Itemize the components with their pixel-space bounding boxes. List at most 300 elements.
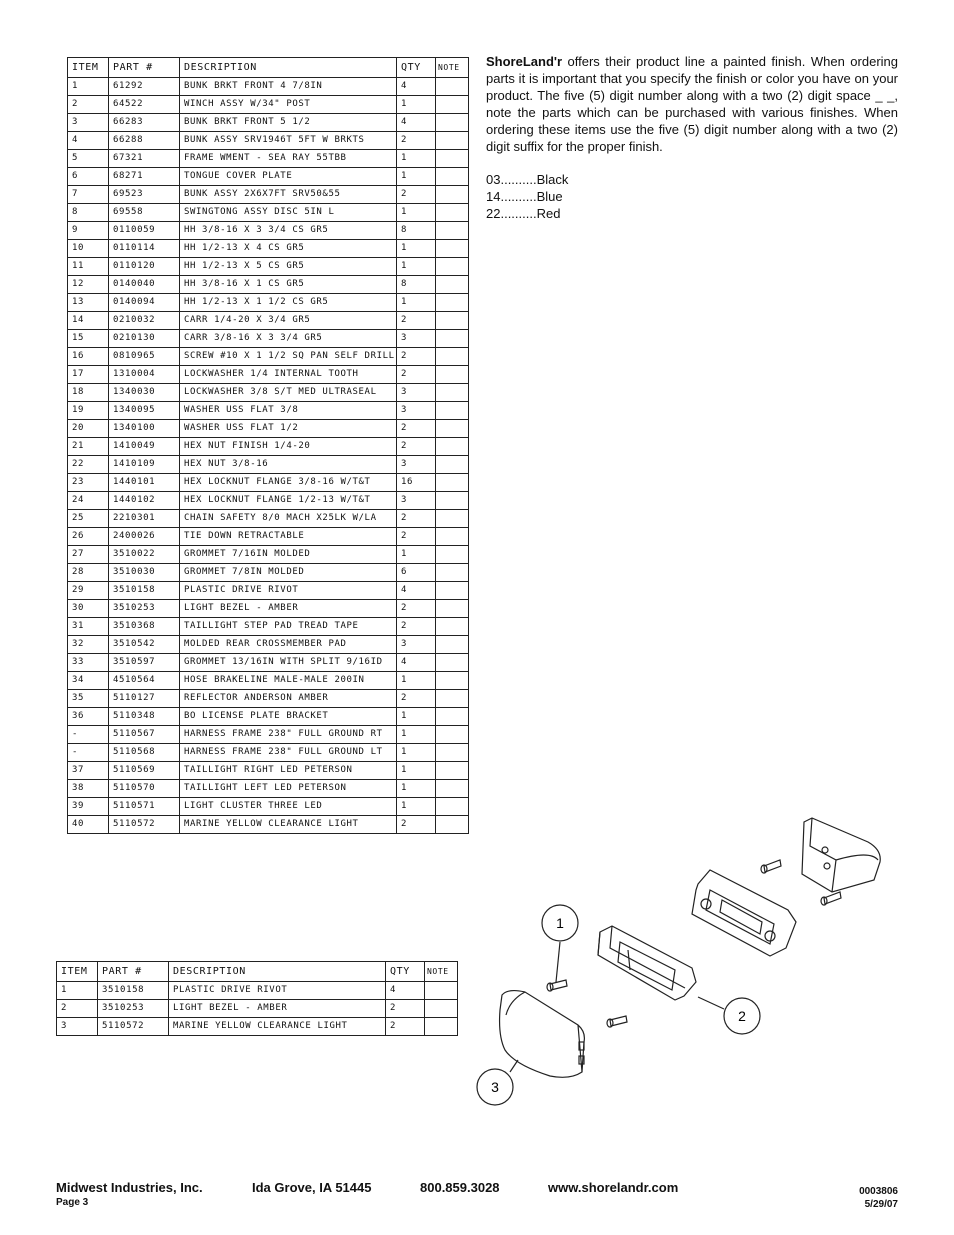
table-row	[57, 982, 458, 1000]
cell-description: GROMMET 7/16IN MOLDED	[180, 546, 397, 564]
table-row	[68, 564, 469, 582]
cell-part: 3510158	[109, 582, 180, 600]
cell-part: 61292	[109, 78, 180, 96]
cell-item: 21	[68, 438, 109, 456]
cell-item: 26	[68, 528, 109, 546]
cell-note	[436, 582, 469, 600]
cell-item: 28	[68, 564, 109, 582]
cell-part: 67321	[109, 150, 180, 168]
cell-item: 20	[68, 420, 109, 438]
cell-note	[436, 222, 469, 240]
svg-text:3: 3	[491, 1079, 499, 1095]
cell-item: 38	[68, 780, 109, 798]
cell-qty: 4	[397, 582, 436, 600]
table-row	[68, 240, 469, 258]
cell-note	[436, 744, 469, 762]
cell-qty: 4	[397, 78, 436, 96]
table-row	[68, 186, 469, 204]
cell-item: 16	[68, 348, 109, 366]
cell-item: 32	[68, 636, 109, 654]
cell-description: PLASTIC DRIVE RIVOT	[180, 582, 397, 600]
table-row	[68, 600, 469, 618]
cell-description: HOSE BRAKELINE MALE-MALE 200IN	[180, 672, 397, 690]
svg-text:1: 1	[556, 915, 564, 931]
header-qty: QTY	[397, 58, 436, 78]
cell-item: 27	[68, 546, 109, 564]
cell-description: BUNK ASSY 2X6X7FT SRV50&55	[180, 186, 397, 204]
cell-qty: 1	[397, 240, 436, 258]
cell-note	[436, 186, 469, 204]
cell-part: 3510542	[109, 636, 180, 654]
cell-description: BUNK BRKT FRONT 5 1/2	[180, 114, 397, 132]
table-row	[68, 132, 469, 150]
table-row	[68, 636, 469, 654]
cell-note	[436, 330, 469, 348]
cell-qty: 2	[397, 510, 436, 528]
table-row	[68, 474, 469, 492]
table-row	[68, 294, 469, 312]
cell-qty: 2	[397, 600, 436, 618]
cell-description: GROMMET 13/16IN WITH SPLIT 9/16ID	[180, 654, 397, 672]
rear-light-drawing	[802, 818, 880, 892]
cell-description: HARNESS FRAME 238" FULL GROUND LT	[180, 744, 397, 762]
cell-description: MOLDED REAR CROSSMEMBER PAD	[180, 636, 397, 654]
header-item: ITEM	[57, 962, 98, 982]
table-row	[68, 312, 469, 330]
table-row	[57, 1018, 458, 1036]
cell-part: 5110572	[109, 816, 180, 834]
cell-item: 37	[68, 762, 109, 780]
cell-qty: 4	[386, 982, 425, 1000]
cell-item: 2	[57, 1000, 98, 1018]
cell-description: REFLECTOR ANDERSON AMBER	[180, 690, 397, 708]
table-row	[68, 672, 469, 690]
table-row	[68, 798, 469, 816]
footer-company: Midwest Industries, Inc.	[56, 1180, 203, 1195]
cell-part: 1340095	[109, 402, 180, 420]
detail-parts-table	[56, 961, 458, 1036]
cell-item: 11	[68, 258, 109, 276]
table-row	[68, 510, 469, 528]
cell-part: 0110059	[109, 222, 180, 240]
footer-city: Ida Grove, IA 51445	[252, 1180, 372, 1195]
cell-part: 1410109	[109, 456, 180, 474]
cell-part: 68271	[109, 168, 180, 186]
table-row	[68, 528, 469, 546]
cell-qty: 2	[386, 1018, 425, 1036]
header-note: NOTE	[436, 58, 469, 78]
cell-item: 35	[68, 690, 109, 708]
table-row	[68, 582, 469, 600]
cell-part: 5110568	[109, 744, 180, 762]
table-row	[68, 456, 469, 474]
cell-description: CARR 3/8-16 X 3 3/4 GR5	[180, 330, 397, 348]
cell-part: 5110571	[109, 798, 180, 816]
cell-item: 12	[68, 276, 109, 294]
cell-item: 14	[68, 312, 109, 330]
cell-note	[436, 474, 469, 492]
cell-qty: 2	[397, 528, 436, 546]
cell-qty: 1	[397, 294, 436, 312]
cell-part: 1410049	[109, 438, 180, 456]
cell-note	[436, 636, 469, 654]
cell-description: TAILLIGHT LEFT LED PETERSON	[180, 780, 397, 798]
cell-qty: 1	[397, 708, 436, 726]
cell-description: WASHER USS FLAT 1/2	[180, 420, 397, 438]
cell-note	[436, 564, 469, 582]
cell-note	[436, 600, 469, 618]
cell-description: HEX LOCKNUT FLANGE 1/2-13 W/T&T	[180, 492, 397, 510]
table-row	[68, 96, 469, 114]
cell-note	[436, 672, 469, 690]
cell-qty: 3	[397, 330, 436, 348]
cell-item: 23	[68, 474, 109, 492]
cell-description: BO LICENSE PLATE BRACKET	[180, 708, 397, 726]
cell-part: 3510597	[109, 654, 180, 672]
cell-item: 18	[68, 384, 109, 402]
cell-description: HH 1/2-13 X 1 1/2 CS GR5	[180, 294, 397, 312]
cell-description: LIGHT BEZEL - AMBER	[180, 600, 397, 618]
header-description: DESCRIPTION	[180, 58, 397, 78]
cell-part: 5110127	[109, 690, 180, 708]
cell-note	[436, 384, 469, 402]
cell-qty: 2	[397, 690, 436, 708]
cell-description: HH 1/2-13 X 4 CS GR5	[180, 240, 397, 258]
cell-note	[436, 456, 469, 474]
cell-description: BUNK ASSY SRV1946T 5FT W BRKTS	[180, 132, 397, 150]
cell-note	[436, 708, 469, 726]
table-row	[68, 780, 469, 798]
cell-description: GROMMET 7/8IN MOLDED	[180, 564, 397, 582]
cell-note	[436, 132, 469, 150]
cell-qty: 3	[397, 402, 436, 420]
cell-part: 3510022	[109, 546, 180, 564]
cell-qty: 1	[397, 672, 436, 690]
cell-item: 1	[68, 78, 109, 96]
cell-qty: 1	[397, 168, 436, 186]
cell-note	[436, 312, 469, 330]
cell-part: 1440102	[109, 492, 180, 510]
cell-qty: 3	[397, 384, 436, 402]
cell-part: 4510564	[109, 672, 180, 690]
cell-item: 40	[68, 816, 109, 834]
cell-part: 5110348	[109, 708, 180, 726]
cell-note	[436, 492, 469, 510]
table-row	[68, 222, 469, 240]
cell-note	[436, 510, 469, 528]
cell-note	[436, 276, 469, 294]
callout-3	[477, 1069, 513, 1105]
finish-code-item: 22..........Red	[486, 206, 561, 221]
table-row	[68, 150, 469, 168]
finish-code-item: 14..........Blue	[486, 189, 563, 204]
cell-description: LIGHT CLUSTER THREE LED	[180, 798, 397, 816]
cell-description: CARR 1/4-20 X 3/4 GR5	[180, 312, 397, 330]
cell-description: MARINE YELLOW CLEARANCE LIGHT	[180, 816, 397, 834]
cell-qty: 4	[397, 114, 436, 132]
cell-item: -	[68, 726, 109, 744]
cell-part: 1340100	[109, 420, 180, 438]
cell-description: HEX LOCKNUT FLANGE 3/8-16 W/T&T	[180, 474, 397, 492]
cell-part: 2400026	[109, 528, 180, 546]
cell-note	[436, 366, 469, 384]
finish-code-list	[486, 171, 568, 222]
cell-part: 0810965	[109, 348, 180, 366]
cell-description: WASHER USS FLAT 3/8	[180, 402, 397, 420]
cell-note	[436, 204, 469, 222]
cell-part: 2210301	[109, 510, 180, 528]
header-part: PART #	[98, 962, 169, 982]
table-row	[68, 744, 469, 762]
cell-description: TAILLIGHT STEP PAD TREAD TAPE	[180, 618, 397, 636]
cell-qty: 2	[397, 186, 436, 204]
header-part: PART #	[109, 58, 180, 78]
cell-qty: 8	[397, 222, 436, 240]
cell-part: 3510253	[98, 1000, 169, 1018]
cell-part: 69558	[109, 204, 180, 222]
table-row	[68, 690, 469, 708]
cell-item: 10	[68, 240, 109, 258]
cell-description: HH 1/2-13 X 5 CS GR5	[180, 258, 397, 276]
table-row	[68, 762, 469, 780]
table-row	[68, 384, 469, 402]
table-row	[68, 366, 469, 384]
cell-part: 3510158	[98, 982, 169, 1000]
table-row	[68, 114, 469, 132]
cell-qty: 2	[397, 132, 436, 150]
cell-qty: 2	[397, 618, 436, 636]
cell-qty: 1	[397, 798, 436, 816]
cell-item: 39	[68, 798, 109, 816]
cell-note	[436, 654, 469, 672]
table-row	[68, 726, 469, 744]
header-description: DESCRIPTION	[169, 962, 386, 982]
cell-part: 0140094	[109, 294, 180, 312]
document-info	[859, 1185, 898, 1211]
table-row	[68, 618, 469, 636]
page-number: Page 3	[56, 1197, 89, 1208]
cell-description: LOCKWASHER 1/4 INTERNAL TOOTH	[180, 366, 397, 384]
cell-note	[436, 348, 469, 366]
table-row	[68, 78, 469, 96]
cell-note	[436, 528, 469, 546]
cell-qty: 1	[397, 150, 436, 168]
cell-description: HEX NUT 3/8-16	[180, 456, 397, 474]
cell-description: FRAME WMENT - SEA RAY 55TBB	[180, 150, 397, 168]
cell-part: 1310004	[109, 366, 180, 384]
cell-qty: 2	[397, 438, 436, 456]
cell-note	[436, 240, 469, 258]
cell-description: SWINGTONG ASSY DISC 5IN L	[180, 204, 397, 222]
cell-part: 0210130	[109, 330, 180, 348]
table-row	[68, 816, 469, 834]
cell-description: WINCH ASSY W/34" POST	[180, 96, 397, 114]
parts-list-table	[67, 57, 469, 834]
cell-description: LIGHT BEZEL - AMBER	[169, 1000, 386, 1018]
cell-item: -	[68, 744, 109, 762]
cell-qty: 4	[397, 654, 436, 672]
cell-note	[436, 726, 469, 744]
cell-qty: 1	[397, 744, 436, 762]
cell-note	[436, 546, 469, 564]
cell-qty: 8	[397, 276, 436, 294]
cell-qty: 1	[397, 96, 436, 114]
table-row	[68, 402, 469, 420]
header-note: NOTE	[425, 962, 458, 982]
cell-qty: 1	[397, 258, 436, 276]
cell-description: LOCKWASHER 3/8 S/T MED ULTRASEAL	[180, 384, 397, 402]
table-row	[68, 330, 469, 348]
cell-description: HARNESS FRAME 238" FULL GROUND RT	[180, 726, 397, 744]
cell-qty: 3	[397, 636, 436, 654]
cell-item: 22	[68, 456, 109, 474]
table-row	[68, 492, 469, 510]
document-number: 0003806	[859, 1186, 898, 1197]
table-row	[68, 258, 469, 276]
cell-note	[436, 96, 469, 114]
cell-note	[436, 618, 469, 636]
cell-note	[436, 150, 469, 168]
light-base-drawing	[692, 870, 796, 956]
table-header-row	[68, 58, 469, 78]
cell-note	[436, 816, 469, 834]
cell-description: HEX NUT FINISH 1/4-20	[180, 438, 397, 456]
cell-qty: 2	[397, 420, 436, 438]
cell-item: 17	[68, 366, 109, 384]
cell-qty: 3	[397, 456, 436, 474]
intro-text: offers their product line a painted finish. When ordering parts it is important that you specify the finish or color you have on your product. The five (5) digit number along with a two (2) digit space _ _, note the parts which can be purchased with various finishes. When ordering these items use the five (5) digit number along with a two (2) digit suffix for the proper finish.	[486, 54, 898, 154]
cell-qty: 3	[397, 492, 436, 510]
cell-description: TONGUE COVER PLATE	[180, 168, 397, 186]
cell-item: 6	[68, 168, 109, 186]
cell-description: MARINE YELLOW CLEARANCE LIGHT	[169, 1018, 386, 1036]
cell-item: 8	[68, 204, 109, 222]
cell-note	[425, 982, 458, 1000]
cell-item: 24	[68, 492, 109, 510]
table-row	[68, 654, 469, 672]
cell-note	[436, 402, 469, 420]
cell-item: 3	[57, 1018, 98, 1036]
cell-part: 0110114	[109, 240, 180, 258]
cell-note	[436, 690, 469, 708]
cell-note	[425, 1018, 458, 1036]
cell-note	[436, 420, 469, 438]
cell-note	[425, 1000, 458, 1018]
cell-qty: 2	[386, 1000, 425, 1018]
cell-description: CHAIN SAFETY 8/0 MACH X25LK W/LA	[180, 510, 397, 528]
cell-item: 13	[68, 294, 109, 312]
cell-item: 25	[68, 510, 109, 528]
cell-item: 34	[68, 672, 109, 690]
clearance-light-exploded-drawing	[470, 810, 900, 1110]
cell-item: 7	[68, 186, 109, 204]
cell-part: 5110567	[109, 726, 180, 744]
drive-rivot-drawing	[547, 860, 841, 1027]
cell-qty: 1	[397, 762, 436, 780]
callout-1	[542, 905, 578, 941]
cell-qty: 2	[397, 312, 436, 330]
cell-description: SCREW #10 X 1 1/2 SQ PAN SELF DRILL	[180, 348, 397, 366]
cell-item: 9	[68, 222, 109, 240]
header-qty: QTY	[386, 962, 425, 982]
cell-part: 5110572	[98, 1018, 169, 1036]
cell-note	[436, 780, 469, 798]
cell-part: 1440101	[109, 474, 180, 492]
cell-item: 33	[68, 654, 109, 672]
cell-part: 64522	[109, 96, 180, 114]
cell-note	[436, 168, 469, 186]
cell-note	[436, 798, 469, 816]
finish-intro-paragraph	[486, 53, 898, 155]
cell-qty: 2	[397, 816, 436, 834]
footer-website[interactable]: www.shorelandr.com	[548, 1180, 679, 1195]
table-row	[68, 546, 469, 564]
table-row	[68, 420, 469, 438]
cell-note	[436, 78, 469, 96]
table-row	[57, 1000, 458, 1018]
cell-description: BUNK BRKT FRONT 4 7/8IN	[180, 78, 397, 96]
cell-part: 0110120	[109, 258, 180, 276]
cell-part: 3510030	[109, 564, 180, 582]
cell-note	[436, 258, 469, 276]
cell-part: 66283	[109, 114, 180, 132]
cell-part: 69523	[109, 186, 180, 204]
cell-item: 15	[68, 330, 109, 348]
cell-part: 3510253	[109, 600, 180, 618]
cell-description: TAILLIGHT RIGHT LED PETERSON	[180, 762, 397, 780]
table-row	[68, 204, 469, 222]
table-row	[68, 708, 469, 726]
cell-qty: 2	[397, 348, 436, 366]
table-row	[68, 276, 469, 294]
table-row	[68, 168, 469, 186]
document-date: 5/29/07	[864, 1199, 898, 1210]
cell-item: 4	[68, 132, 109, 150]
cell-description: PLASTIC DRIVE RIVOT	[169, 982, 386, 1000]
cell-description: HH 3/8-16 X 3 3/4 CS GR5	[180, 222, 397, 240]
brand-name: ShoreLand'r	[486, 54, 563, 69]
cell-note	[436, 438, 469, 456]
cell-item: 29	[68, 582, 109, 600]
cell-item: 5	[68, 150, 109, 168]
cell-qty: 1	[397, 546, 436, 564]
cell-note	[436, 762, 469, 780]
light-bezel-drawing	[598, 926, 696, 1000]
cell-part: 5110570	[109, 780, 180, 798]
svg-text:2: 2	[738, 1008, 746, 1024]
cell-item: 31	[68, 618, 109, 636]
header-item: ITEM	[68, 58, 109, 78]
cell-item: 19	[68, 402, 109, 420]
cell-item: 36	[68, 708, 109, 726]
cell-part: 1340030	[109, 384, 180, 402]
cell-qty: 16	[397, 474, 436, 492]
footer-phone: 800.859.3028	[420, 1180, 500, 1195]
cell-item: 2	[68, 96, 109, 114]
table-header-row	[57, 962, 458, 982]
cell-part: 66288	[109, 132, 180, 150]
cell-part: 0140040	[109, 276, 180, 294]
cell-item: 3	[68, 114, 109, 132]
cell-qty: 6	[397, 564, 436, 582]
cell-part: 0210032	[109, 312, 180, 330]
cell-item: 30	[68, 600, 109, 618]
light-lens-drawing	[500, 991, 585, 1078]
cell-qty: 1	[397, 780, 436, 798]
cell-description: TIE DOWN RETRACTABLE	[180, 528, 397, 546]
cell-part: 3510368	[109, 618, 180, 636]
cell-qty: 1	[397, 726, 436, 744]
